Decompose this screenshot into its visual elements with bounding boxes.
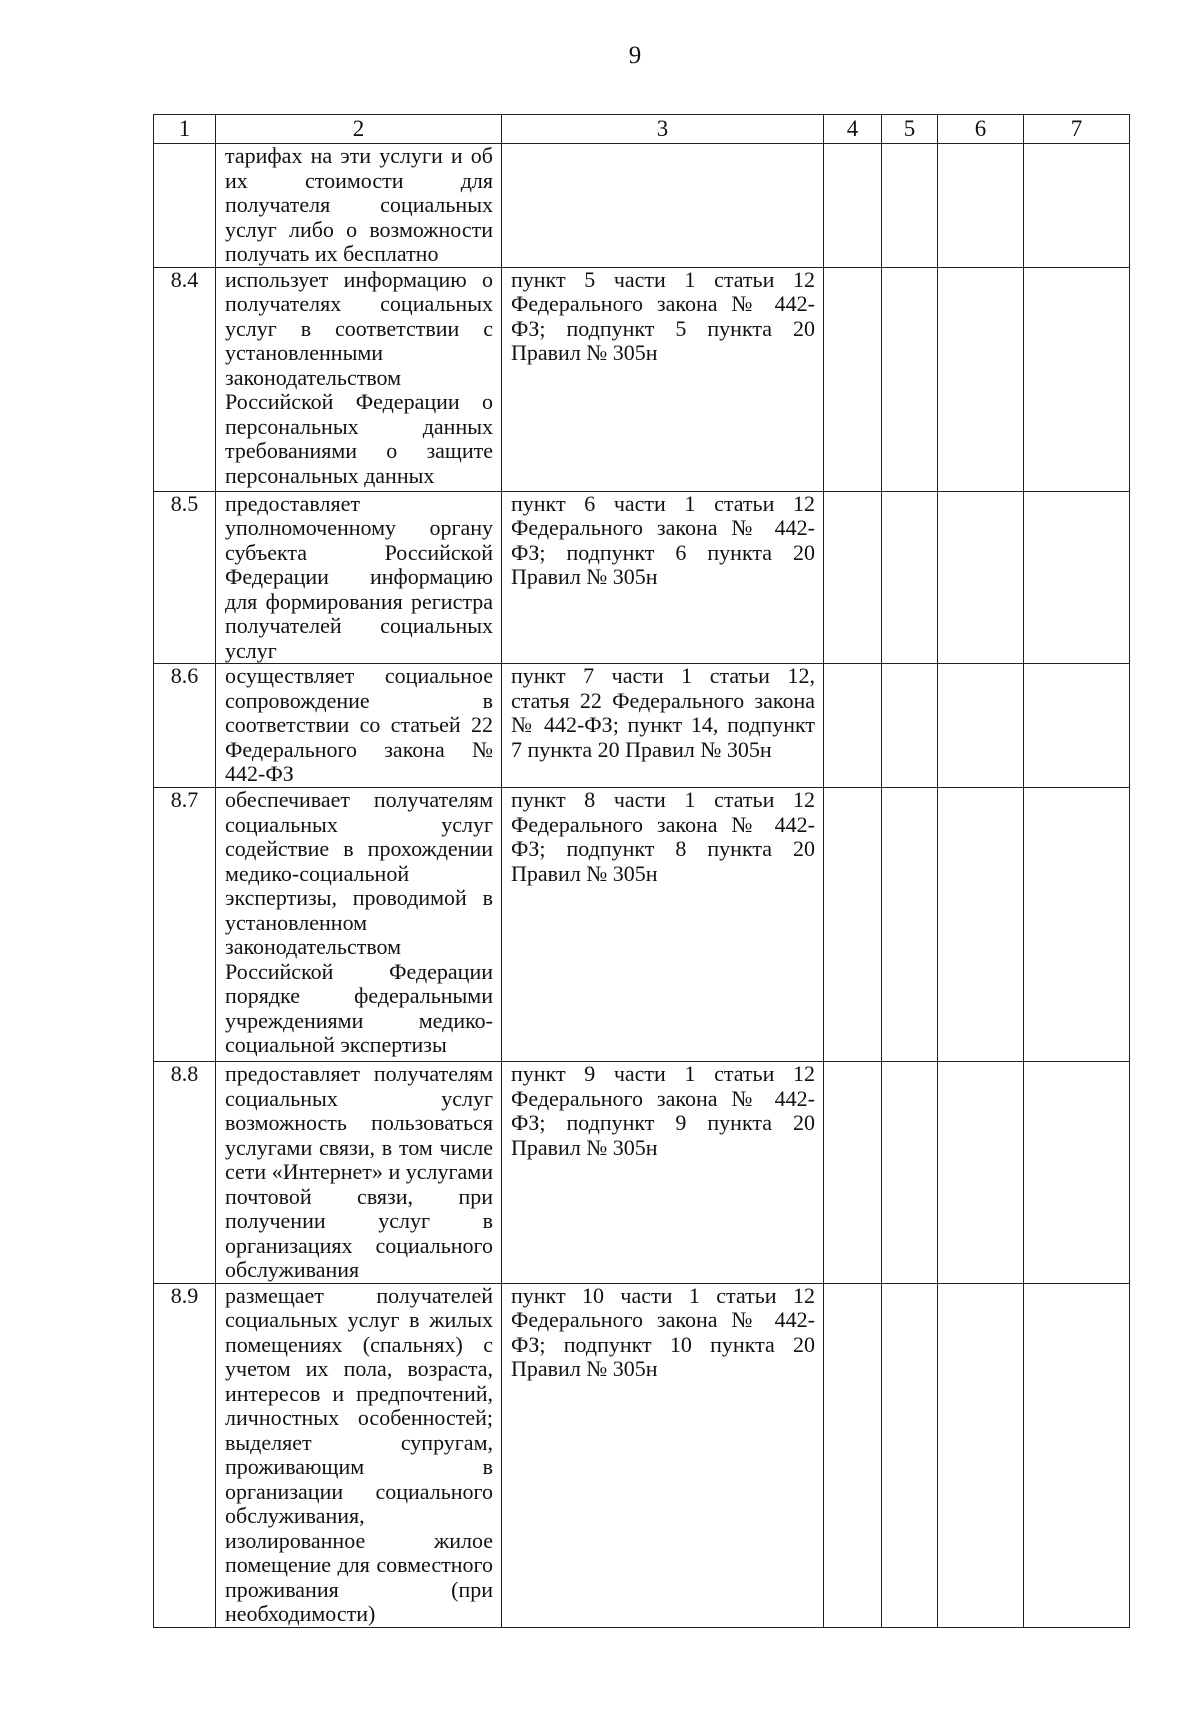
empty-cell — [1024, 491, 1130, 664]
empty-cell — [1024, 664, 1130, 788]
empty-cell — [824, 1062, 882, 1284]
requirement-text: предоставляет получателям социальных услуг возможность пользоваться услугами связи, в том числе сети «Интернет» и услугами почтовой связи, при получении услуг в организациях социального обслуживания — [216, 1062, 502, 1284]
requirement-text: обеспечивает получателям социальных услуг содействие в прохождении медико-социальной экспертизы, проводимой в установленном законодательством Российской Федерации порядке федеральными учреждениями медико-социальной экспертизы — [216, 788, 502, 1062]
table-row — [154, 788, 1130, 1062]
header-cell: 3 — [502, 115, 824, 144]
empty-cell — [938, 144, 1024, 268]
table-row — [154, 491, 1130, 664]
empty-cell — [824, 491, 882, 664]
empty-cell — [882, 1283, 938, 1627]
empty-cell — [824, 267, 882, 491]
empty-cell — [1024, 1283, 1130, 1627]
empty-cell — [882, 788, 938, 1062]
requirements-table — [153, 114, 1130, 1628]
empty-cell — [824, 144, 882, 268]
row-number: 8.4 — [154, 267, 216, 491]
empty-cell — [938, 491, 1024, 664]
empty-cell — [938, 1283, 1024, 1627]
empty-cell — [882, 144, 938, 268]
legal-basis: пункт 5 части 1 статьи 12 Федерального закона № 442-ФЗ; подпункт 5 пункта 20 Правил № 305н — [502, 267, 824, 491]
header-cell: 2 — [216, 115, 502, 144]
empty-cell — [938, 664, 1024, 788]
empty-cell — [824, 664, 882, 788]
row-number: 8.9 — [154, 1283, 216, 1627]
requirement-text: использует информацию о получателях социальных услуг в соответствии с установленными законодательством Российской Федерации о персональных данных требованиями о защите персональных данных — [216, 267, 502, 491]
legal-basis: пункт 8 части 1 статьи 12 Федерального закона № 442-ФЗ; подпункт 8 пункта 20 Правил № 305н — [502, 788, 824, 1062]
legal-basis: пункт 7 части 1 статьи 12, статья 22 Федерального закона № 442-ФЗ; пункт 14, подпункт 7 пункта 20 Правил № 305н — [502, 664, 824, 788]
requirement-text: предоставляет уполномоченному органу субъекта Российской Федерации информацию для формирования регистра получателей социальных услуг — [216, 491, 502, 664]
empty-cell — [824, 788, 882, 1062]
empty-cell — [1024, 788, 1130, 1062]
page-number: 9 — [628, 42, 642, 69]
empty-cell — [1024, 144, 1130, 268]
empty-cell — [824, 1283, 882, 1627]
legal-basis: пункт 6 части 1 статьи 12 Федерального закона № 442-ФЗ; подпункт 6 пункта 20 Правил № 305н — [502, 491, 824, 664]
empty-cell — [938, 1062, 1024, 1284]
header-cell: 4 — [824, 115, 882, 144]
legal-basis: пункт 9 части 1 статьи 12 Федерального закона № 442-ФЗ; подпункт 9 пункта 20 Правил № 305н — [502, 1062, 824, 1284]
empty-cell — [882, 664, 938, 788]
requirement-text: тарифах на эти услуги и об их стоимости для получателя социальных услуг либо о возможности получать их бесплатно — [216, 144, 502, 268]
row-number: 8.8 — [154, 1062, 216, 1284]
legal-basis: пункт 10 части 1 статьи 12 Федерального закона № 442-ФЗ; подпункт 10 пункта 20 Правил № 305н — [502, 1283, 824, 1627]
empty-cell — [938, 788, 1024, 1062]
table-row — [154, 144, 1130, 268]
table-header-row — [154, 115, 1130, 144]
row-number: 8.5 — [154, 491, 216, 664]
empty-cell — [882, 267, 938, 491]
header-cell: 7 — [1024, 115, 1130, 144]
row-number: 8.7 — [154, 788, 216, 1062]
header-cell: 6 — [938, 115, 1024, 144]
empty-cell — [938, 267, 1024, 491]
row-number: 8.6 — [154, 664, 216, 788]
table-row — [154, 1283, 1130, 1627]
requirement-text: осуществляет социальное сопровождение в соответствии со статьей 22 Федерального закона № 442-ФЗ — [216, 664, 502, 788]
empty-cell — [882, 491, 938, 664]
empty-cell — [1024, 1062, 1130, 1284]
row-number — [154, 144, 216, 268]
table-row — [154, 1062, 1130, 1284]
table-row — [154, 267, 1130, 491]
requirement-text: размещает получателей социальных услуг в жилых помещениях (спальнях) с учетом их пола, возраста, интересов и предпочтений, личностных особенностей; выделяет супругам, проживающим в организации социального обслуживания, изолированное жилое помещение для совместного проживания (при необходимости) — [216, 1283, 502, 1627]
empty-cell — [1024, 267, 1130, 491]
header-cell: 5 — [882, 115, 938, 144]
legal-basis — [502, 144, 824, 268]
empty-cell — [882, 1062, 938, 1284]
header-cell: 1 — [154, 115, 216, 144]
table-row — [154, 664, 1130, 788]
